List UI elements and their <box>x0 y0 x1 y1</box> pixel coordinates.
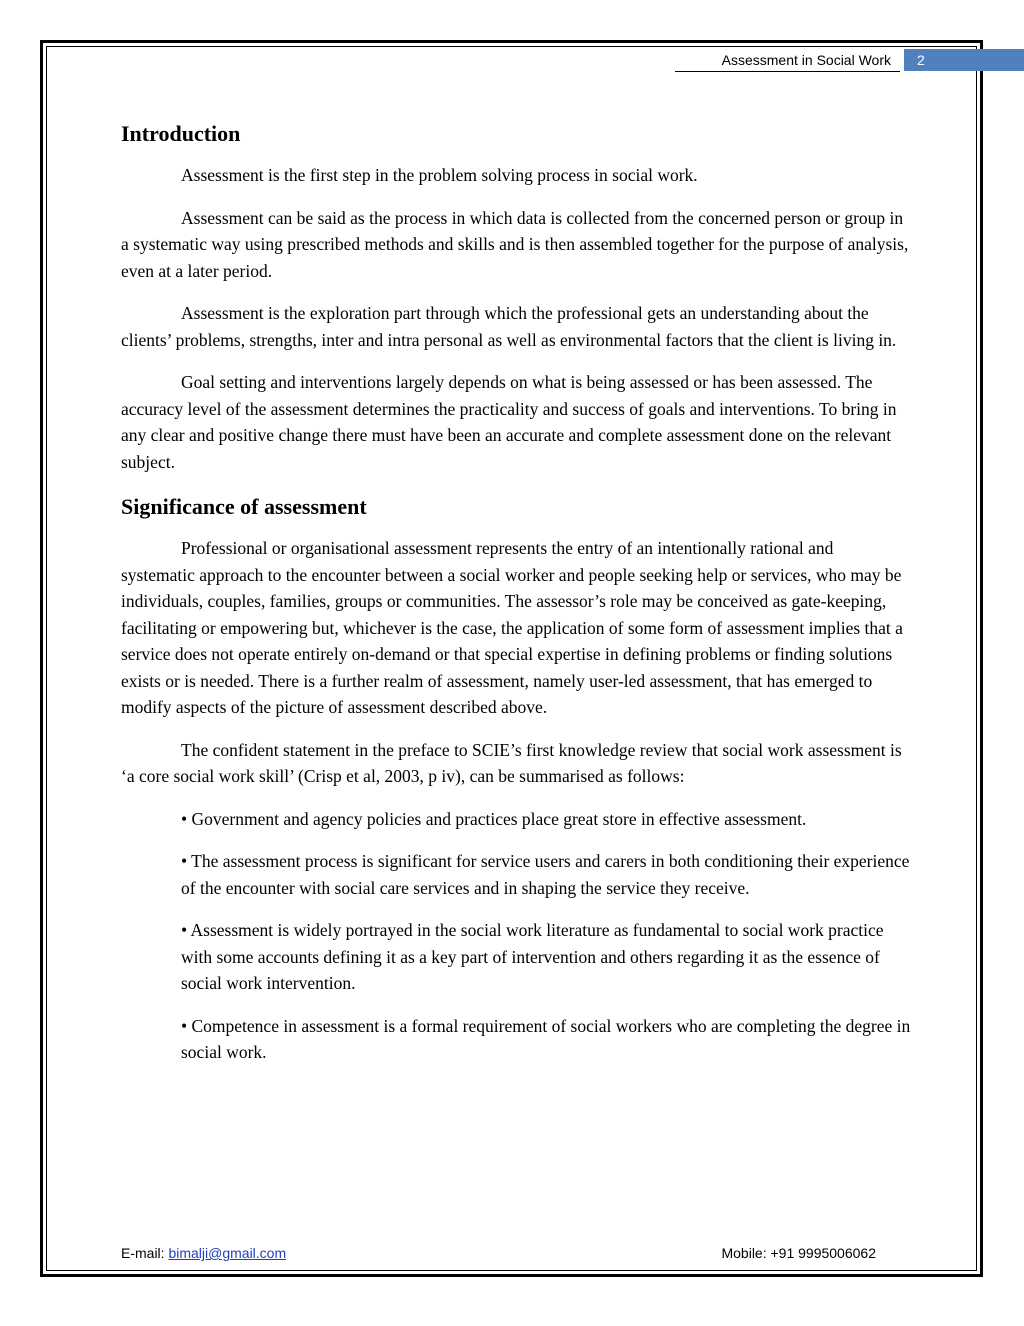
bullet-item: • The assessment process is significant for service users and carers in both conditioning their experience of the encounter with social care services and in shaping the service they receive. <box>181 851 910 898</box>
page-number-badge: 2 <box>904 49 1024 71</box>
significance-paragraph: Professional or organisational assessment represents the entry of an intentionally rational and systematic approach to the encounter between a social worker and people seeking help or services, who may be individuals, couples, families, groups or communities. The assessor’s role may be conceived as gate-keeping, facilitating or empowering but, whichever is the case, the application of some form of assessment implies that a service does not operate entirely on-demand or that special expertise in defining problems or finding solutions exists or is needed. There is a further realm of assessment, namely user-led assessment, that has emerged to modify aspects of the picture of assessment described above. <box>121 538 903 717</box>
document-body <box>121 118 911 1082</box>
introduction-heading: Introduction <box>121 121 241 146</box>
footer-mobile: Mobile: +91 9995006062 <box>721 1245 876 1261</box>
intro-paragraph: Assessment is the exploration part through which the professional gets an understanding about the clients’ problems, strengths, inter and intra personal as well as environmental factors that the client is living in. <box>121 303 897 350</box>
bullet-item: • Assessment is widely portrayed in the social work literature as fundamental to social work practice with some accounts defining it as a key part of intervention and others regarding it as the essence of social work intervention. <box>181 920 884 993</box>
intro-paragraph: Assessment is the first step in the problem solving process in social work. <box>181 165 698 185</box>
significance-paragraph: The confident statement in the preface to SCIE’s first knowledge review that social work assessment is ‘a core social work skill’ (Crisp et al, 2003, p iv), can be summarised as follows: <box>121 739 902 786</box>
email-link[interactable]: bimalji@gmail.com <box>168 1245 287 1261</box>
running-header-title: Assessment in Social Work <box>721 52 891 68</box>
intro-paragraph: Goal setting and interventions largely depends on what is being assessed or has been assessed. The accuracy level of the assessment determines the practicality and success of goals and interventions. To bring in any clear and positive change there must have been an accurate and complete assessment done on the relevant subject. <box>121 372 897 472</box>
intro-paragraph: Assessment can be said as the process in which data is collected from the concerned person or group in a systematic way using prescribed methods and skills and is then assembled together for the purpose of analysis, even at a later period. <box>121 207 909 281</box>
header-rule <box>675 71 900 72</box>
email-label: E-mail: <box>121 1245 165 1261</box>
footer-email <box>121 1243 286 1263</box>
bullet-item: • Government and agency policies and practices place great store in effective assessment. <box>181 808 807 829</box>
significance-heading: Significance of assessment <box>121 494 367 519</box>
bullet-item: • Competence in assessment is a formal requirement of social workers who are completing the degree in social work. <box>181 1015 911 1062</box>
